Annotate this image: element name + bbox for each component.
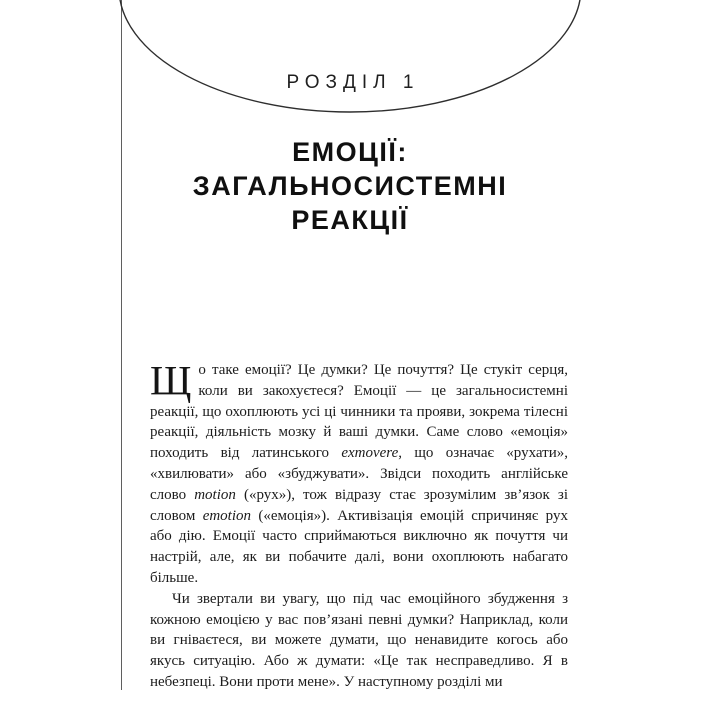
chapter-ellipse-ornament [0,0,720,130]
chapter-label: РОЗДІЛ 1 [286,72,420,93]
drop-cap: Щ [150,357,192,403]
chapter-title-line-3: РЕАКЦІЇ [291,205,409,235]
paragraph-2: Чи звертали ви увагу, що під час емоційного збудження з кожною емоцією у вас пов’язані певні думки? Наприклад, коли ви гніваєтеся, ви можете думати, що ненавидите когось або якусь ситуацію. Або ж думати: «Це так несправедливо. Я в небезпеці. Вони проти мене». У наступному розділі ми [150,590,568,690]
chapter-title [0,135,700,237]
chapter-title-line-1: ЕМОЦІЇ: [292,137,408,167]
body-text [150,357,569,693]
paragraph-1-text: о таке емоції? Це думки? Це почуття? Це стукіт серця, коли ви закохуєтеся? Емоції — це загальносистемні реакції, що охоплюють усі ці чинники та прояви, зокрема тілесні реакції, діяльність мозку й ваші думки. Саме слово «емоція» походить від латинського exmovere, що означає «рухати», «хвилювати» або «збуджувати». Звідси походить англійське слово motion («рух»), тож відразу стає зрозумілим зв’язок зі словом emotion («емоція»). Активізація емоцій спричиняє рух або дію. Емоції часто сприймаються виключно як почуття чи настрій, але, як ви побачите далі, вони охоплюють набагато більше. [150,362,569,586]
chapter-title-line-2: ЗАГАЛЬНОСИСТЕМНІ [192,171,508,201]
paragraph-1 [150,357,569,589]
